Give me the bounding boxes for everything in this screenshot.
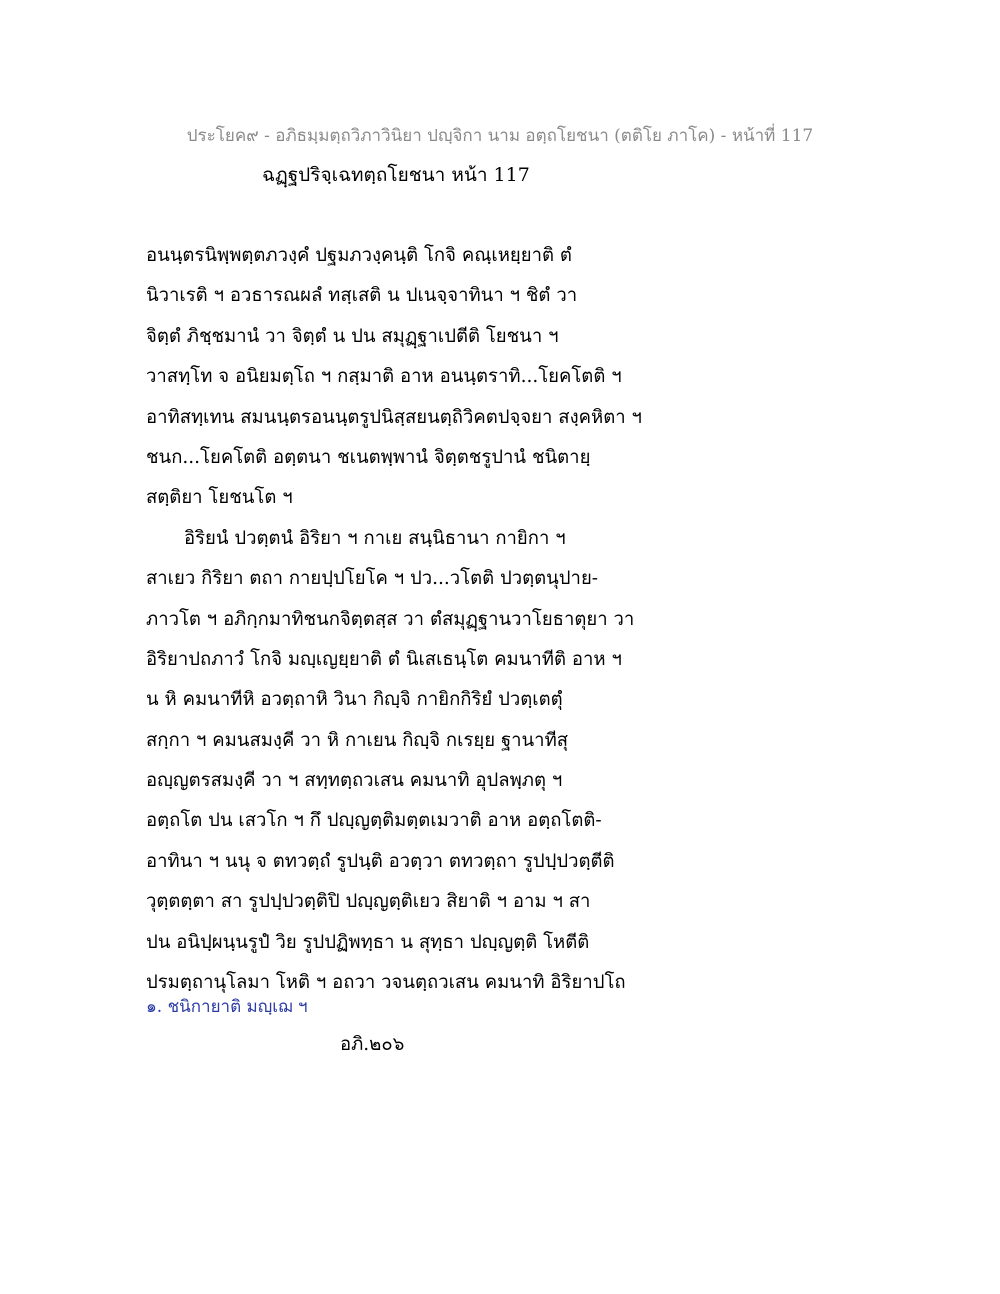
page-reference: อภิ.๒๐๖	[340, 1034, 405, 1055]
text-line: สตฺติยา โยชนโต ฯ	[146, 487, 293, 509]
text-line: อญฺญตรสมงฺคี วา ฯ สทฺทตฺถวเสน คมนาทิ อุปลพฺภตุ ฯ	[146, 770, 563, 792]
text-line: อาทิสทฺเทน สมนนฺตรอนนฺตรูปนิสฺสยนตฺถิวิคตปจฺจยา สงฺคหิตา ฯ	[146, 406, 642, 428]
text-line: อตฺถโต ปน เสวโก ฯ กึ ปญฺญตฺติมตฺตเมวาติ อาห อตฺถโตติ-	[146, 810, 602, 832]
text-line: วาสทฺโท จ อนิยมตฺโถ ฯ กสฺมาติ อาห อนนฺตราทิ...โยคโตติ ฯ	[146, 366, 622, 388]
footnote: ๑. ชนิกายาติ มญฺเฌ ฯ	[146, 997, 308, 1017]
text-line: ภาวโต ฯ อภิกฺกมาทิชนกจิตฺตสฺส วา ตํสมุฏฺฐานวาโยธาตุยา วา	[146, 608, 635, 630]
text-line: อาทินา ฯ นนุ จ ตทวตฺถํ รูปนฺติ อวตฺวา ตทวตฺถา รูปปฺปวตฺตีติ	[146, 850, 615, 872]
text-line: นิวาเรติ ฯ อวธารณผลํ ทสฺเสติ น ปเนจฺจาทินา ฯ ชิตํ วา	[146, 285, 578, 307]
text-line: ชนก...โยคโตติ อตฺตนา ชเนตพฺพานํ จิตฺตชรูปานํ ชนิตายฺ	[146, 446, 591, 468]
text-line: อิริยาปถภาวํ โกจิ มญฺเญยฺยาติ ตํ นิเสเธนฺโต คมนาทีติ อาห ฯ	[146, 648, 622, 670]
page-header: ประโยค๙ - อภิธมฺมตฺถวิภาวินิยา ปญฺจิกา นาม อตฺถโยชนา (ตติโย ภาโค) - หน้าที่ 117	[186, 126, 814, 146]
body-text	[146, 236, 686, 1003]
text-line: สาเยว กิริยา ตถา กายปฺปโยโค ฯ ปว...วโตติ ปวตฺตนุปาย-	[146, 568, 599, 590]
text-line: อนนฺตรนิพฺพตฺตภวงฺคํ ปฐมภวงฺคนฺติ โกจิ คณฺเหยฺยาติ ตํ	[146, 245, 572, 266]
text-line: น หิ คมนาทีหิ อวตฺถาหิ วินา กิญฺจิ กายิกกิริยํ ปวตฺเตตุํ	[146, 689, 563, 711]
text-line: สกฺกา ฯ คมนสมงฺคี วา หิ กาเยน กิญฺจิ กเรยฺย ฐานาทีสุ	[146, 729, 569, 751]
text-line-paragraph-start: อิริยนํ ปวตฺตนํ อิริยา ฯ กาเย สนฺนิธานา กายิกา ฯ	[184, 527, 566, 549]
text-line: ปรมตฺถานุโลมา โหติ ฯ อถวา วจนตฺถวเสน คมนาทิ อิริยาปโถ	[146, 972, 626, 994]
text-line: จิตฺตํ ภิชฺชมานํ วา จิตฺตํ น ปน สมุฏฺฐาเปตีติ โยชนา ฯ	[146, 325, 559, 347]
section-heading: ฉฏฺฐปริจฺเฉทตฺถโยชนา หน้า 117	[262, 164, 530, 186]
text-line: วุตฺตตฺตา สา รูปปฺปวตฺติปิ ปญฺญตฺติเยว สิยาติ ฯ อาม ฯ สา	[146, 891, 591, 913]
text-line: ปน อนิปฺผนฺนรูปํ วิย รูปปฏิพทฺธา น สุทฺธา ปญฺญตฺติ โหตีติ	[146, 931, 590, 953]
